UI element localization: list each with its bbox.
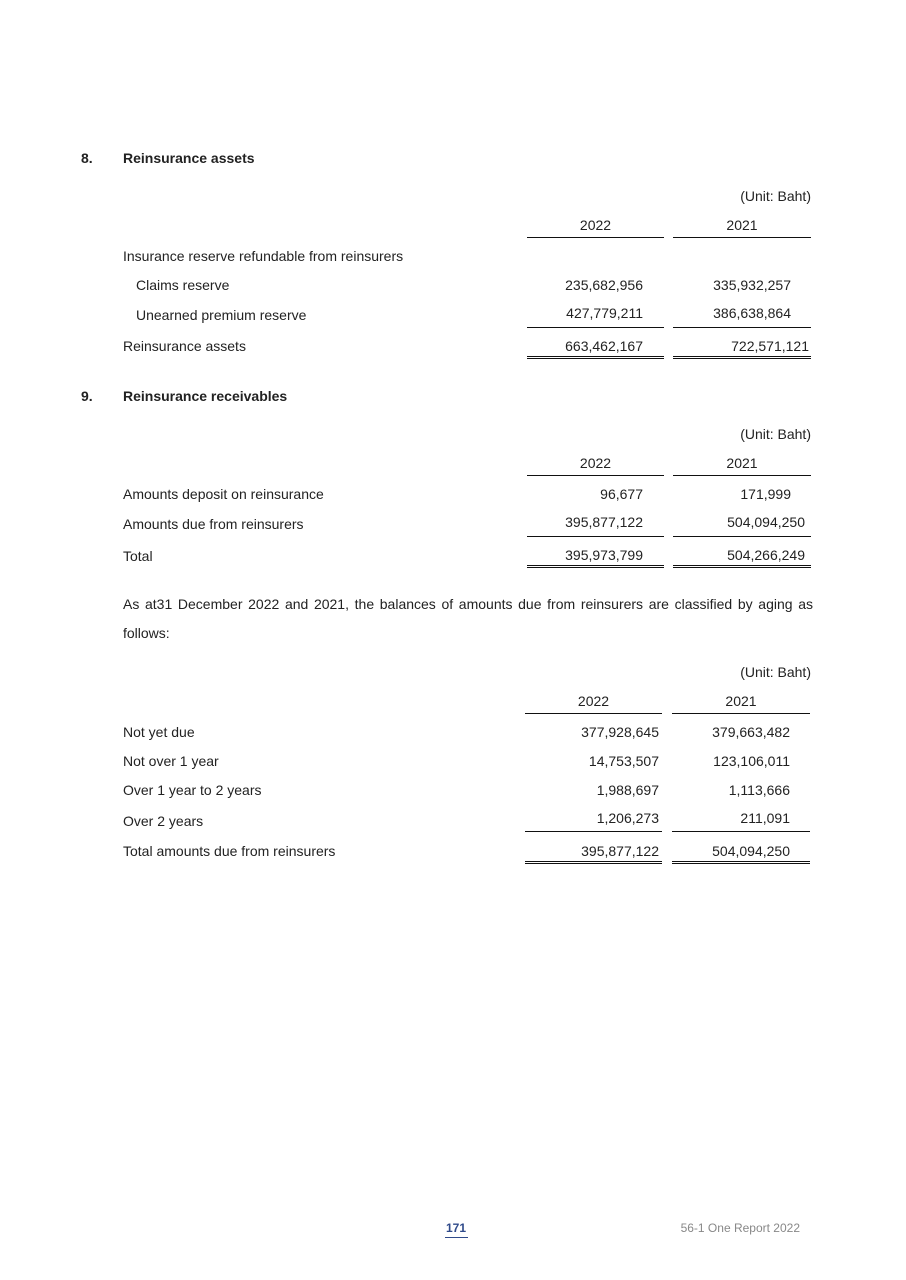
section-8-total-value-2022: 663,462,167 [565, 338, 643, 354]
section-9-year-2022: 2022 [579, 455, 612, 471]
section-8-year-2022: 2022 [579, 217, 612, 233]
page-number: 171 [446, 1221, 467, 1235]
aging-row-label: Not yet due [123, 724, 195, 740]
section-8-row-value-2021: 386,638,864 [713, 305, 791, 321]
section-8-header-rule-2021 [673, 237, 811, 238]
section-8-unit: (Unit: Baht) [740, 188, 811, 204]
aging-row-value-2022: 1,206,273 [596, 810, 659, 826]
section-9-unit: (Unit: Baht) [740, 426, 811, 442]
aging-year-2022: 2022 [577, 693, 610, 709]
section-9-row-label: Amounts deposit on reinsurance [123, 486, 324, 502]
section-8-row-value-2022: 235,682,956 [565, 277, 643, 293]
section-9-subtotal-rule-2021 [673, 536, 811, 537]
aging-total-double-rule-2022 [525, 863, 662, 864]
aging-row-value-2022: 1,988,697 [596, 782, 659, 798]
section-8-total-label: Reinsurance assets [123, 338, 246, 354]
section-9-total-rule-2022 [527, 565, 664, 566]
section-8-row-label: Claims reserve [136, 277, 230, 293]
section-9-row-value-2022: 395,877,122 [565, 514, 643, 530]
aging-total-rule-2022 [525, 861, 662, 862]
section-9-title: Reinsurance receivables [123, 388, 288, 404]
page-number-underline [445, 1237, 468, 1238]
section-9-subtotal-rule-2022 [527, 536, 664, 537]
section-9-number: 9. [81, 388, 93, 404]
section-8-total-value-2021: 722,571,121 [731, 338, 809, 354]
aging-row-label: Over 1 year to 2 years [123, 782, 262, 798]
aging-row-value-2022: 14,753,507 [588, 753, 659, 769]
section-9-total-double-rule-2021 [673, 567, 811, 568]
aging-year-2021: 2021 [725, 693, 757, 709]
section-9-year-2021: 2021 [726, 455, 758, 471]
aging-header-rule-2021 [672, 713, 810, 714]
section-8-row-value-2022: 427,779,211 [566, 305, 643, 321]
section-8-total-rule-2021 [673, 356, 811, 357]
section-8-year-2021: 2021 [726, 217, 758, 233]
aging-row-value-2021: 379,663,482 [712, 724, 790, 740]
section-9-row-value-2021: 171,999 [740, 486, 791, 502]
section-9-header-rule-2022 [527, 475, 664, 476]
section-9-row-label: Amounts due from reinsurers [123, 516, 304, 532]
section-9-total-value-2022: 395,973,799 [565, 547, 643, 563]
section-8-subtotal-rule-2022 [527, 327, 664, 328]
section-8-subtotal-rule-2021 [673, 327, 811, 328]
section-8-total-double-rule-2022 [527, 358, 664, 359]
report-name: 56-1 One Report 2022 [680, 1221, 800, 1235]
aging-subtotal-rule-2022 [525, 831, 662, 832]
aging-total-double-rule-2021 [672, 863, 810, 864]
section-9-total-rule-2021 [673, 565, 811, 566]
section-8-total-rule-2022 [527, 356, 664, 357]
aging-row-value-2021: 211,091 [740, 810, 790, 826]
aging-total-value-2022: 395,877,122 [581, 843, 659, 859]
section-9-row-value-2021: 504,094,250 [727, 514, 805, 530]
aging-row-label: Not over 1 year [123, 753, 219, 769]
section-9-header-rule-2021 [673, 475, 811, 476]
section-8-row-value-2021: 335,932,257 [713, 277, 791, 293]
section-9-total-value-2021: 504,266,249 [727, 547, 805, 563]
section-8-number: 8. [81, 150, 93, 166]
aging-header-rule-2022 [525, 713, 662, 714]
aging-unit: (Unit: Baht) [740, 664, 811, 680]
section-8-group-label: Insurance reserve refundable from reinsurers [123, 248, 404, 264]
aging-total-value-2021: 504,094,250 [712, 843, 790, 859]
aging-row-value-2022: 377,928,645 [581, 724, 659, 740]
section-8-row-label: Unearned premium reserve [136, 307, 307, 323]
aging-row-label: Over 2 years [123, 813, 204, 829]
aging-total-rule-2021 [672, 861, 810, 862]
section-9-total-double-rule-2022 [527, 567, 664, 568]
aging-subtotal-rule-2021 [672, 831, 810, 832]
section-8-header-rule-2022 [527, 237, 664, 238]
aging-paragraph: As at31 December 2022 and 2021, the balances of amounts due from reinsurers are classified by aging as follows: [123, 596, 813, 641]
section-8-total-double-rule-2021 [673, 358, 811, 359]
aging-total-label: Total amounts due from reinsurers [123, 843, 336, 859]
section-8-title: Reinsurance assets [123, 150, 255, 166]
section-9-total-label: Total [123, 548, 153, 564]
aging-row-value-2021: 123,106,011 [713, 753, 790, 769]
aging-row-value-2021: 1,113,666 [728, 782, 790, 798]
section-9-row-value-2022: 96,677 [600, 486, 643, 502]
